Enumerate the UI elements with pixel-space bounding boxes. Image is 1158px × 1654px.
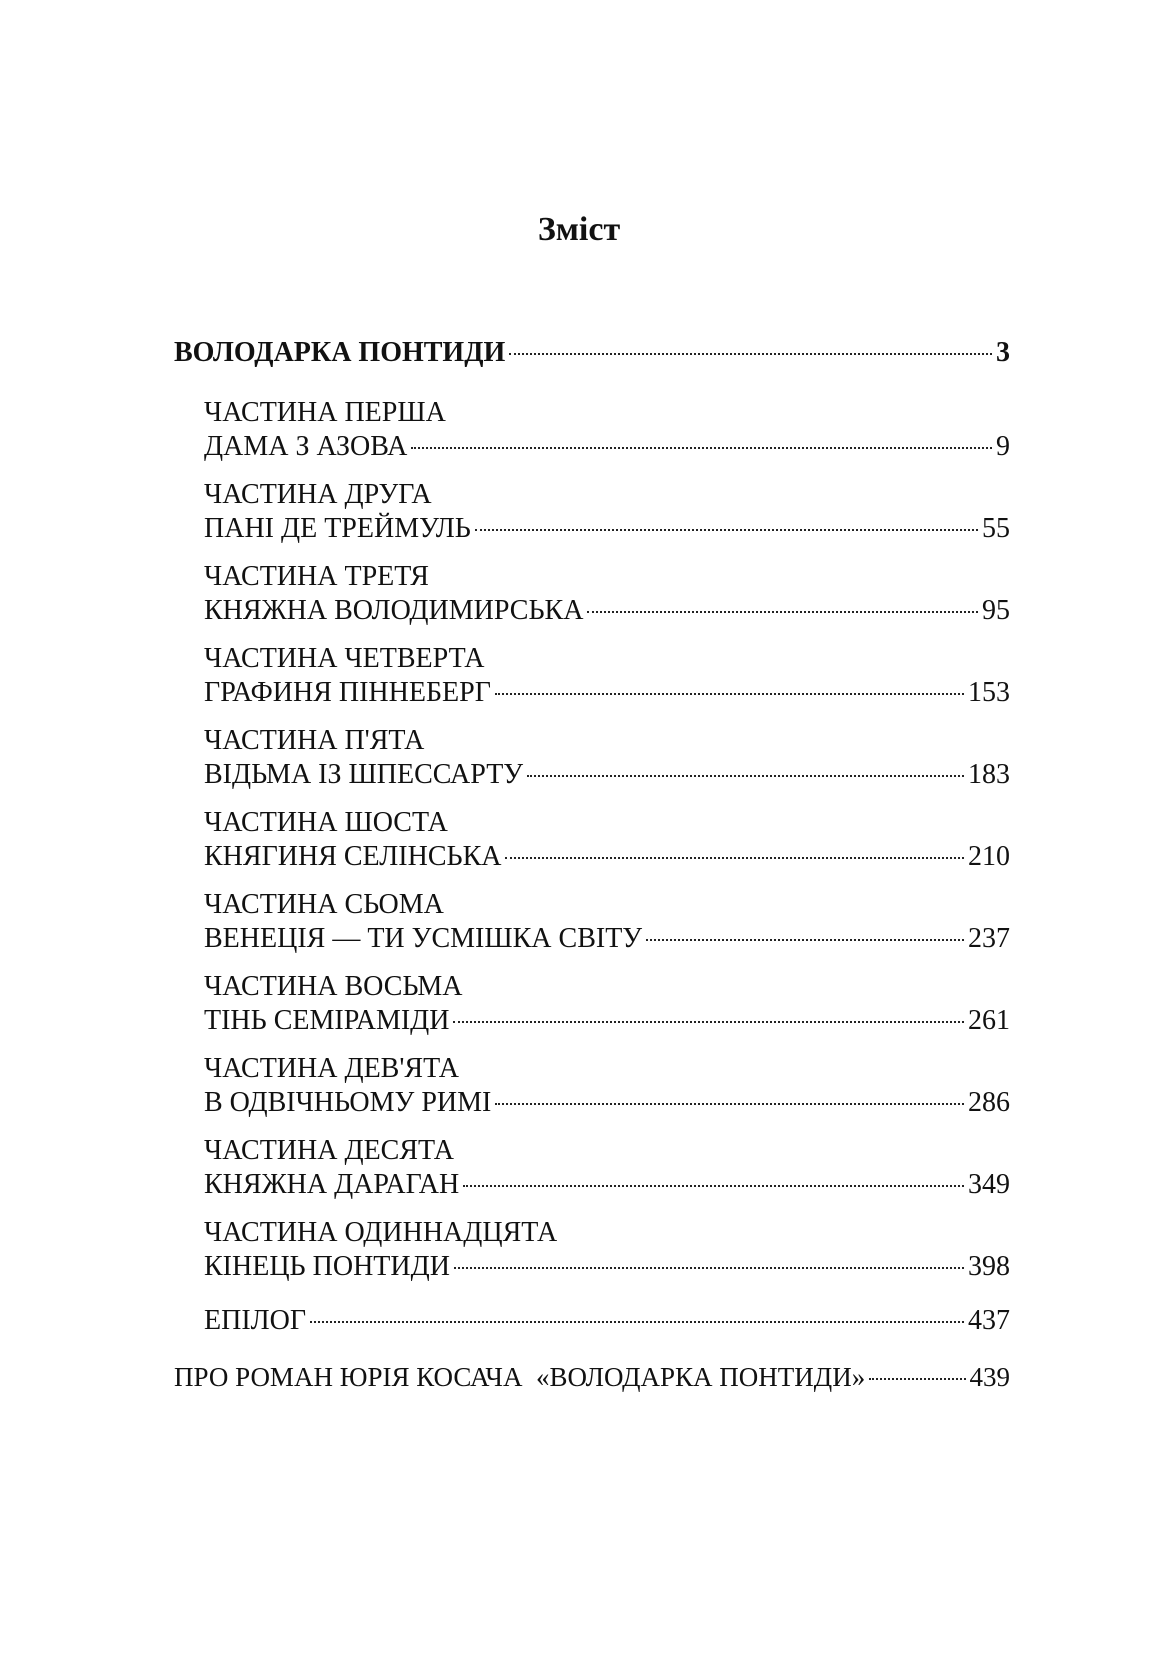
toc-entry-title: ГРАФИНЯ ПІННЕБЕРГ xyxy=(204,677,491,708)
toc-page-number: 55 xyxy=(982,513,1010,544)
toc-entry-title: ПАНІ ДЕ ТРЕЙМУЛЬ xyxy=(204,513,471,544)
dot-leader xyxy=(463,1185,964,1187)
toc-entry-title: ТІНЬ СЕМІРАМІДИ xyxy=(204,1005,450,1036)
dot-leader xyxy=(495,693,964,695)
toc-entry-part-3[interactable] xyxy=(174,560,1010,628)
toc-part-label: ЧАСТИНА ПЕРША xyxy=(204,397,446,428)
dot-leader xyxy=(411,447,992,449)
toc-entry-title: ПРО РОМАН ЮРІЯ КОСАЧА «ВОЛОДАРКА ПОНТИДИ» xyxy=(174,1362,866,1392)
dot-leader xyxy=(587,611,978,613)
toc-part-label: ЧАСТИНА ОДИННАДЦЯТА xyxy=(204,1217,558,1248)
toc-entry-title: КНЯГИНЯ СЕЛІНСЬКА xyxy=(204,841,502,872)
toc-entry-title: ДАМА З АЗОВА xyxy=(204,431,408,462)
toc-entry-main[interactable] xyxy=(174,336,1010,370)
toc-entry-part-10[interactable] xyxy=(174,1134,1010,1202)
toc-entry-title: КНЯЖНА ВОЛОДИМИРСЬКА xyxy=(204,595,584,626)
toc-page-number: 349 xyxy=(968,1169,1010,1200)
toc-part-label: ЧАСТИНА СЬОМА xyxy=(204,889,444,920)
dot-leader xyxy=(310,1321,964,1323)
toc-entry-part-1[interactable] xyxy=(174,396,1010,464)
toc-page-number: 439 xyxy=(969,1362,1010,1392)
toc-entry-part-8[interactable] xyxy=(174,970,1010,1038)
dot-leader xyxy=(453,1021,964,1023)
toc-part-label: ЧАСТИНА ДРУГА xyxy=(204,479,432,510)
dot-leader xyxy=(527,775,964,777)
toc-part-label: ЧАСТИНА ДЕСЯТА xyxy=(204,1135,454,1166)
toc-entry-title: КНЯЖНА ДАРАГАН xyxy=(204,1169,460,1200)
toc-part-label: ЧАСТИНА ТРЕТЯ xyxy=(204,561,429,592)
toc-page-number: 3 xyxy=(996,337,1010,368)
toc-part-label: ЧАСТИНА ВОСЬМА xyxy=(204,971,463,1002)
toc-entry-title: ВЕНЕЦІЯ — ТИ УСМІШКА СВІТУ xyxy=(204,923,643,954)
toc-entry-title: ВОЛОДАРКА ПОНТИДИ xyxy=(174,337,506,368)
toc-entry-title: ВІДЬМА ІЗ ШПЕССАРТУ xyxy=(204,759,524,790)
dot-leader xyxy=(454,1267,964,1269)
toc-page-number: 398 xyxy=(968,1251,1010,1282)
dot-leader xyxy=(505,857,964,859)
toc-page-number: 437 xyxy=(968,1305,1010,1336)
dot-leader xyxy=(509,353,992,355)
toc-part-label: ЧАСТИНА П'ЯТА xyxy=(204,725,425,756)
toc-page-number: 261 xyxy=(968,1005,1010,1036)
toc-part-label: ЧАСТИНА ШОСТА xyxy=(204,807,448,838)
toc-entry-part-5[interactable] xyxy=(174,724,1010,792)
toc-entry-part-9[interactable] xyxy=(174,1052,1010,1120)
toc-entry-part-2[interactable] xyxy=(174,478,1010,546)
toc-entry-title: ЕПІЛОГ xyxy=(204,1305,307,1336)
toc-entry-about-novel[interactable] xyxy=(174,1360,1010,1394)
toc-entry-part-4[interactable] xyxy=(174,642,1010,710)
toc-entry-part-6[interactable] xyxy=(174,806,1010,874)
dot-leader xyxy=(869,1378,965,1380)
dot-leader xyxy=(495,1103,964,1105)
toc-page-number: 237 xyxy=(968,923,1010,954)
toc-page-number: 153 xyxy=(968,677,1010,708)
dot-leader xyxy=(646,939,964,941)
toc-page-number: 95 xyxy=(982,595,1010,626)
toc-entry-epilogue[interactable] xyxy=(174,1304,1010,1338)
toc-page-number: 9 xyxy=(996,431,1010,462)
toc-entry-part-11[interactable] xyxy=(174,1216,1010,1284)
toc-entry-title: КІНЕЦЬ ПОНТИДИ xyxy=(204,1251,450,1282)
table-of-contents xyxy=(174,336,1010,1394)
dot-leader xyxy=(475,529,978,531)
toc-part-label: ЧАСТИНА ДЕВ'ЯТА xyxy=(204,1053,459,1084)
page-title: Зміст xyxy=(537,211,621,248)
toc-part-label: ЧАСТИНА ЧЕТВЕРТА xyxy=(204,643,485,674)
toc-entry-part-7[interactable] xyxy=(174,888,1010,956)
toc-entry-title: В ОДВІЧНЬОМУ РИМІ xyxy=(204,1087,492,1118)
toc-page-number: 210 xyxy=(968,841,1010,872)
toc-page-number: 286 xyxy=(968,1087,1010,1118)
toc-page-number: 183 xyxy=(968,759,1010,790)
